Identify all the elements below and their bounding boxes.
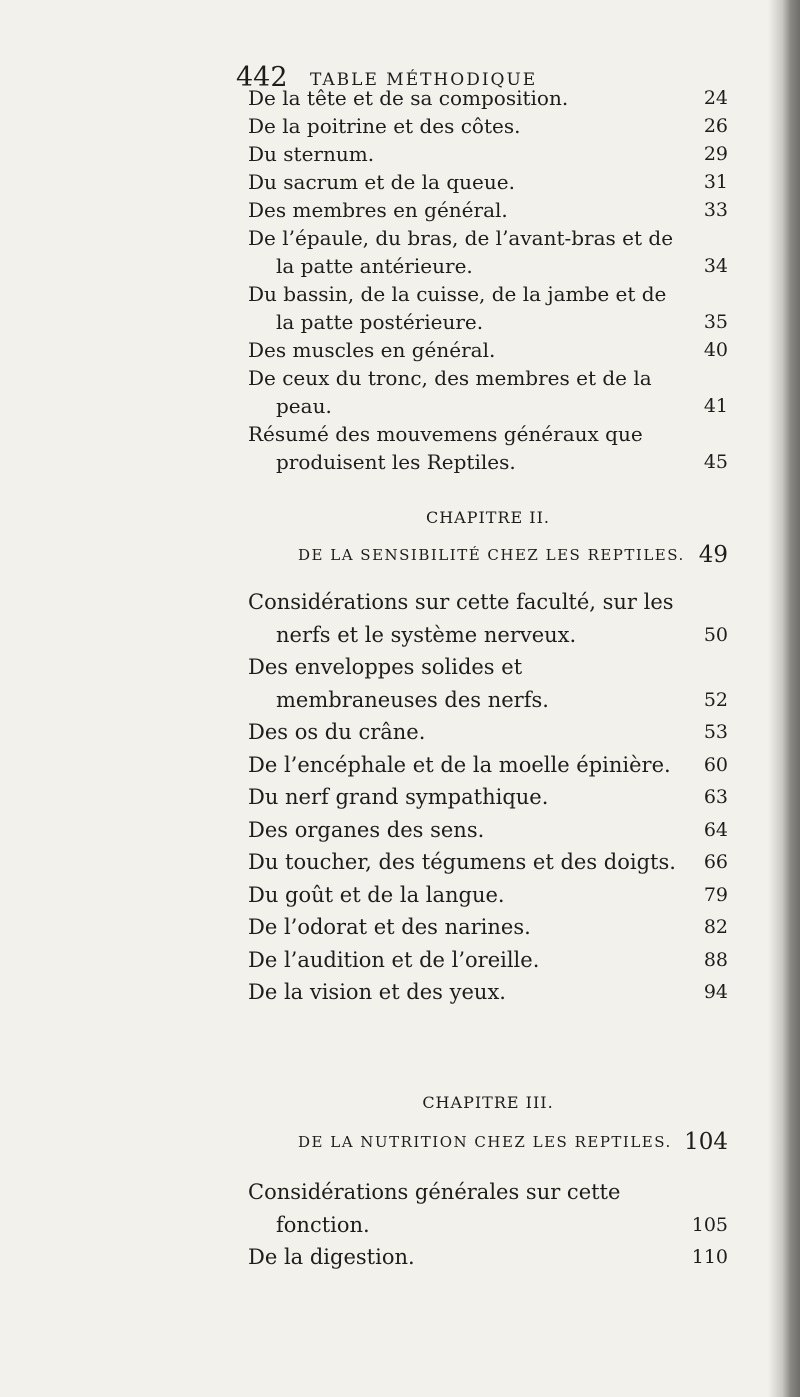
toc-entry-text: De la poitrine et des côtes.: [248, 114, 521, 138]
toc-entry: [248, 846, 728, 879]
toc-entry-text: Des organes des sens.: [248, 817, 485, 842]
toc-entry-page: 88: [703, 948, 728, 971]
toc-entry-text: De ceux du tronc, des membres et de la peau.: [248, 366, 652, 418]
toc-entry-page: 40: [703, 339, 728, 361]
toc-entry: [248, 586, 728, 651]
toc-entry: [248, 280, 728, 336]
chapter-heading: CHAPITRE III.: [422, 1093, 554, 1112]
toc-entry-page: 35: [703, 311, 728, 333]
toc-entry-text: De l’odorat et des narines.: [248, 915, 531, 939]
toc-entry: [248, 814, 728, 847]
toc-entry: [248, 1176, 728, 1241]
toc-entry-page: 64: [703, 818, 728, 841]
toc-entry-page: 26: [703, 115, 728, 137]
toc-entry-page: 31: [703, 171, 728, 193]
toc-entry-page: 50: [703, 623, 728, 646]
toc-entry-page: 24: [703, 87, 728, 109]
toc-entry: [248, 140, 728, 168]
toc-entry-page: 53: [703, 721, 728, 743]
toc-entry: [248, 112, 728, 140]
toc-entry-text: Résumé des mouvemens généraux que produisent les Reptiles.: [248, 422, 643, 474]
toc-entry-text: De la tête et de sa composition.: [248, 86, 569, 110]
toc-block-2: [248, 586, 728, 1009]
section-title: DE LA SENSIBILITÉ CHEZ LES REPTILES.: [298, 546, 685, 564]
toc-entry-page: 41: [703, 395, 728, 417]
page-number: 442: [236, 62, 288, 93]
toc-entry: [248, 168, 728, 196]
toc-entry-text: Des enveloppes solides et membraneuses des nerfs.: [248, 655, 549, 712]
toc-entry: [248, 781, 728, 814]
toc-entry-text: Du bassin, de la cuisse, de la jambe et de la patte postérieure.: [248, 282, 667, 334]
toc-entry: [248, 364, 728, 420]
toc-entry-text: De l’audition et de l’oreille.: [248, 947, 540, 972]
toc-entry: [248, 749, 728, 782]
toc-entry-page: 33: [703, 199, 728, 221]
toc-entry: [248, 879, 728, 912]
toc-entry: [248, 196, 728, 224]
toc-entry: [248, 976, 728, 1009]
toc-entry-page: 34: [703, 255, 728, 277]
toc-entry-page: 45: [703, 451, 728, 473]
toc-entry-text: Considérations générales sur cette fonction.: [248, 1180, 621, 1237]
toc-entry-text: De la digestion.: [248, 1245, 415, 1269]
toc-entry-page: 105: [691, 1213, 728, 1236]
toc-entry-text: Du goût et de la langue.: [248, 882, 505, 907]
toc-entry-page: 66: [703, 851, 728, 873]
toc-entry: [248, 336, 728, 364]
page-edge-shadow: [768, 0, 800, 1397]
toc-entry-page: 60: [703, 753, 728, 776]
toc-entry: [248, 911, 728, 944]
toc-entry-text: Du sternum.: [248, 142, 375, 166]
toc-entry-page: 52: [703, 688, 728, 711]
toc-entry: [248, 84, 728, 112]
toc-entry-text: De l’encéphale et de la moelle épinière.: [248, 752, 671, 777]
toc-entry-text: Considérations sur cette faculté, sur les nerfs et le système nerveux.: [248, 590, 674, 647]
toc-entry-page: 82: [703, 916, 728, 938]
toc-entry-text: Du nerf grand sympathique.: [248, 785, 549, 809]
toc-entry-page: 110: [691, 1246, 728, 1268]
toc-entry: [248, 944, 728, 977]
toc-entry: [248, 224, 728, 280]
toc-entry: [248, 1241, 728, 1274]
toc-entry-text: Du sacrum et de la queue.: [248, 170, 515, 194]
toc-entry-text: Du toucher, des tégumens et des doigts.: [248, 850, 676, 874]
toc-entry-page: 94: [703, 981, 728, 1003]
toc-entry-text: Des muscles en général.: [248, 338, 496, 362]
toc-entry-text: De la vision et des yeux.: [248, 980, 506, 1004]
toc-entry-page: 79: [703, 883, 728, 906]
toc-entry: [248, 651, 728, 716]
toc-entry-page: 63: [703, 786, 728, 808]
toc-entry-page: 29: [703, 143, 728, 165]
toc-entry: [248, 420, 728, 476]
toc-block-3: [248, 1176, 728, 1274]
toc-entry-text: De l’épaule, du bras, de l’avant-bras et de la patte antérieure.: [248, 226, 674, 278]
running-title: TABLE MÉTHODIQUE: [310, 70, 538, 90]
chapter-heading: CHAPITRE II.: [425, 508, 551, 527]
toc-entry-text: Des os du crâne.: [248, 720, 426, 744]
toc-entry: [248, 716, 728, 749]
toc-block-1: [248, 84, 728, 476]
section-page: 104: [684, 1129, 728, 1155]
section-page: 49: [698, 542, 728, 568]
section-title: DE LA NUTRITION CHEZ LES REPTILES.: [298, 1133, 672, 1151]
toc-entry-text: Des membres en général.: [248, 198, 508, 222]
